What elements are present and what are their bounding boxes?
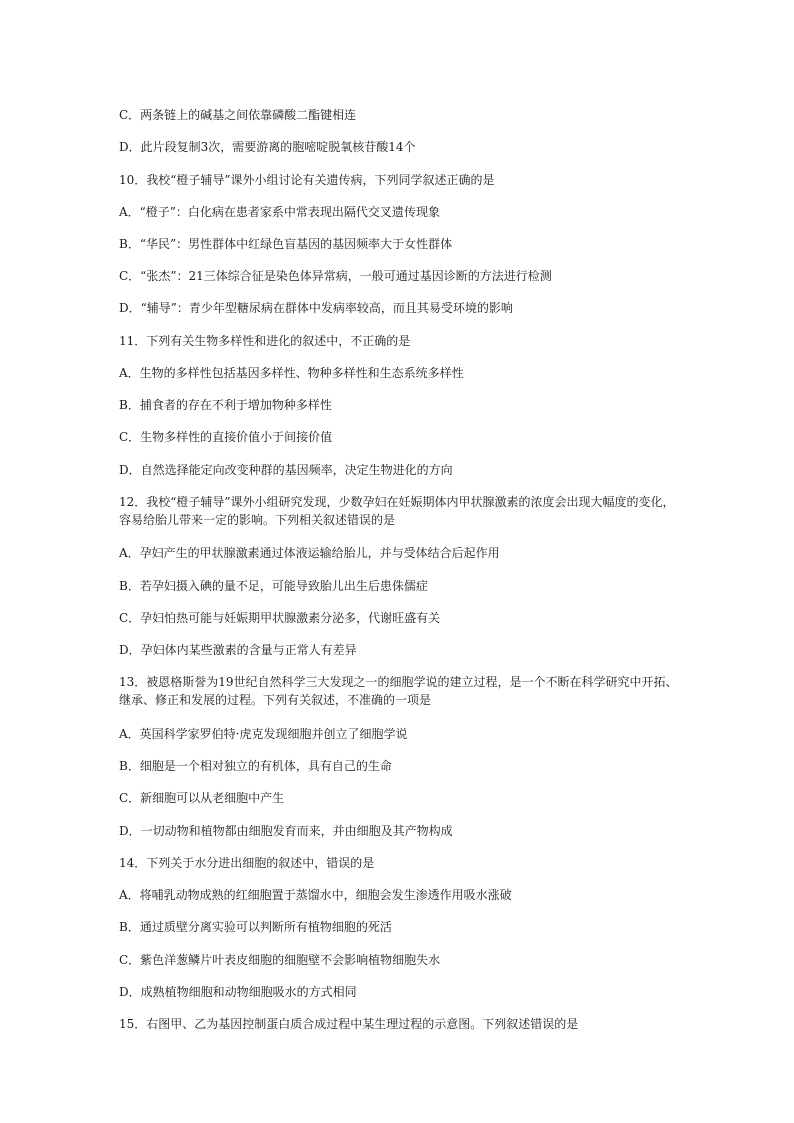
q11-option-c: C．生物多样性的直接价值小于间接价值 — [119, 430, 333, 444]
question-13: 13．被恩格斯誉为19世纪自然科学三大发现之一的细胞学说的建立过程，是一个不断在科学研究中开拓、继承、修正和发展的过程。下列有关叙述，不准确的一项是 — [119, 675, 678, 707]
q12-option-c: C．孕妇怕热可能与妊娠期甲状腺激素分泌多，代谢旺盛有关 — [119, 611, 441, 625]
q11-option-d: D．自然选择能定向改变种群的基因频率，决定生物进化的方向 — [119, 463, 453, 477]
question-10: 10．我校“橙子辅导”课外小组讨论有关遗传病，下列同学叙述正确的是 — [119, 173, 495, 187]
question-15: 15．右图甲、乙为基因控制蛋白质合成过程中某生理过程的示意图。下列叙述错误的是 — [119, 1017, 579, 1031]
q14-option-d: D．成熟植物细胞和动物细胞吸水的方式相同 — [119, 985, 357, 999]
q12-option-d: D．孕妇体内某些激素的含量与正常人有差异 — [119, 643, 357, 657]
q12-option-a: A．孕妇产生的甲状腺激素通过体液运输给胎儿，并与受体结合后起作用 — [119, 546, 500, 560]
q11-option-b: B．捕食者的存在不利于增加物种多样性 — [119, 398, 332, 412]
question-12: 12．我校“橙子辅导”课外小组研究发现，少数孕妇在妊娠期体内甲状腺激素的浓度会出现大幅度的变化，容易给胎儿带来一定的影响。下列相关叙述错误的是 — [119, 495, 675, 527]
q14-option-b: B．通过质壁分离实验可以判断所有植物细胞的死活 — [119, 920, 392, 934]
q13-option-d: D．一切动物和植物都由细胞发育而来，并由细胞及其产物构成 — [119, 824, 453, 838]
q13-option-c: C．新细胞可以从老细胞中产生 — [119, 791, 285, 805]
question-11: 11．下列有关生物多样性和进化的叙述中，不正确的是 — [119, 334, 411, 348]
q10-option-c: C．“张杰”：21三体综合征是染色体异常病，一般可通过基因诊断的方法进行检测 — [119, 269, 552, 283]
q14-option-c: C．紫色洋葱鳞片叶表皮细胞的细胞壁不会影响植物细胞失水 — [119, 953, 441, 967]
q10-option-b: B．“华民”：男性群体中红绿色盲基因的基因频率大于女性群体 — [119, 237, 453, 251]
q9-option-c: C．两条链上的碱基之间依靠磷酸二酯键相连 — [119, 108, 357, 122]
q11-option-a: A．生物的多样性包括基因多样性、物种多样性和生态系统多样性 — [119, 366, 464, 380]
question-14: 14．下列关于水分进出细胞的叙述中，错误的是 — [119, 856, 375, 870]
q12-option-b: B．若孕妇摄入碘的量不足，可能导致胎儿出生后患侏儒症 — [119, 579, 428, 593]
q13-option-a: A．英国科学家罗伯特·虎克发现细胞并创立了细胞学说 — [119, 727, 408, 741]
q9-option-d: D．此片段复制3次，需要游离的胞嘧啶脱氧核苷酸14个 — [119, 140, 416, 154]
q14-option-a: A．将哺乳动物成熟的红细胞置于蒸馏水中，细胞会发生渗透作用吸水涨破 — [119, 888, 512, 902]
q10-option-a: A．“橙子”：白化病在患者家系中常表现出隔代交叉遗传现象 — [119, 205, 440, 219]
q13-option-b: B．细胞是一个相对独立的有机体，具有自己的生命 — [119, 759, 392, 773]
q10-option-d: D．“辅导”：青少年型糖尿病在群体中发病率较高，而且其易受环境的影响 — [119, 301, 513, 315]
